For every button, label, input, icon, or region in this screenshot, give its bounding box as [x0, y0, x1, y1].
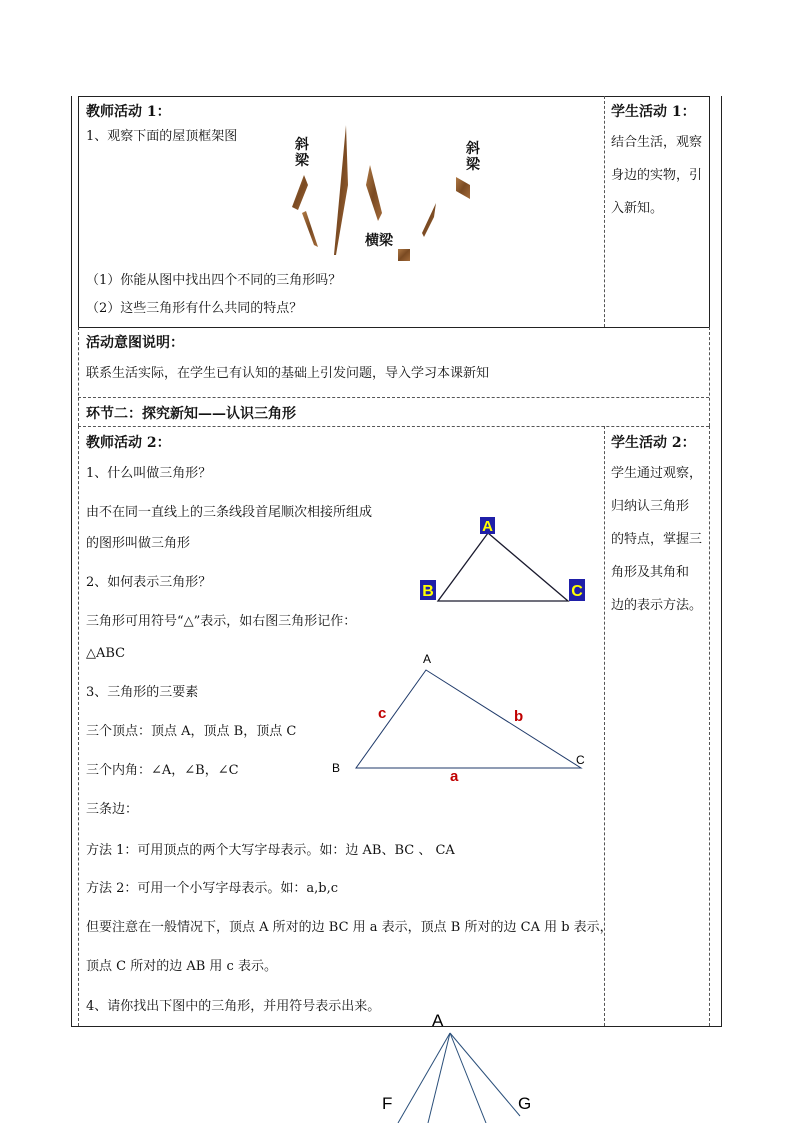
row-divider-3 — [78, 426, 709, 427]
figure-label-a: A — [432, 1011, 444, 1030]
question-what-is-triangle: 1、什么叫做三角形？ — [86, 466, 212, 481]
question-three-elements: 3、三角形的三要素 — [86, 685, 199, 700]
vertex-b-plain: B — [332, 761, 341, 775]
roof-piece-right-upper — [456, 177, 470, 199]
question-1-find-triangles: （1）你能从图中找出四个不同的三角形吗？ — [86, 273, 342, 288]
student-2-line-5: 边的表示方法。 — [611, 598, 703, 613]
table-left-border-2 — [78, 327, 79, 426]
triangle-find-figure — [370, 1008, 570, 1123]
triangle-abc-figure — [418, 515, 598, 610]
student-activity-1-title: 学生活动 1： — [611, 104, 696, 120]
intent-title: 活动意图说明： — [86, 335, 184, 351]
question-how-to-denote: 2、如何表示三角形？ — [86, 575, 212, 590]
triangle-sides-figure — [326, 648, 596, 788]
teacher-activity-2-title: 教师活动 2： — [86, 435, 171, 451]
student-activity-2-title: 学生活动 2： — [611, 435, 696, 451]
student-1-line-2: 身边的实物，引 — [611, 168, 703, 183]
method-2: 方法 2：可用一个小写字母表示。如：a,b,c — [86, 881, 339, 896]
triangle-sides-shape — [356, 670, 581, 768]
student-1-line-1: 结合生活，观察 — [611, 135, 703, 150]
vertex-a-label: A — [482, 518, 493, 535]
figure-line-2 — [428, 1033, 450, 1123]
figure-label-g: G — [518, 1094, 532, 1113]
section-2-header: 环节二：探究新知——认识三角形 — [86, 406, 296, 422]
column-divider-2 — [604, 426, 605, 1026]
roof-piece-cross-small — [398, 249, 410, 261]
column-divider-1 — [604, 96, 605, 327]
roof-piece-right-lower — [422, 203, 436, 237]
note-line-1: 但要注意在一般情况下，顶点 A 所对的边 BC 用 a 表示，顶点 B 所对的边 CA 用 b 表示， — [86, 920, 613, 935]
side-b-label: b — [514, 708, 524, 725]
roof-piece-center-tall — [334, 125, 348, 255]
vertex-c-label: C — [571, 583, 583, 600]
three-sides-title: 三条边： — [86, 802, 139, 817]
definition-line-2: 的图形叫做三角形 — [86, 536, 191, 551]
label-cross-beam: 横梁 — [365, 233, 393, 249]
table-right-border-2 — [709, 327, 710, 426]
side-c-label: c — [378, 705, 387, 722]
table-left-border-1 — [78, 96, 79, 327]
intent-text: 联系生活实际，在学生已有认知的基础上引发问题，导入学习本课新知 — [86, 366, 490, 381]
figure-line-1 — [398, 1033, 450, 1123]
label-right-beam: 斜 梁 — [466, 141, 480, 173]
student-2-line-2: 归纳认三角形 — [611, 499, 690, 514]
method-1: 方法 1：可用顶点的两个大写字母表示。如：边 AB、BC 、 CA — [86, 843, 455, 858]
roof-piece-left-upper — [292, 175, 308, 210]
table-left-border-3 — [78, 426, 79, 1026]
symbol-explanation: 三角形可用符号“△”表示，如右图三角形记作： — [86, 614, 357, 629]
roof-piece-left-lower — [302, 211, 318, 247]
table-top-border — [78, 96, 709, 97]
student-2-line-3: 的特点，掌握三 — [611, 532, 703, 547]
vertex-c-plain: C — [576, 753, 585, 767]
vertex-b-label: B — [422, 583, 434, 600]
student-1-line-3: 入新知。 — [611, 201, 664, 216]
side-a-label: a — [450, 768, 459, 785]
three-vertices: 三个顶点：顶点 A，顶点 B，顶点 C — [86, 724, 297, 739]
label-left-beam: 斜 梁 — [295, 137, 309, 169]
symbol-example: △ABC — [86, 646, 126, 661]
question-2-common-features: （2）这些三角形有什么共同的特点？ — [86, 301, 303, 316]
roof-piece-center-right — [366, 165, 382, 221]
student-activity-1-text — [611, 126, 711, 225]
note-line-2: 顶点 C 所对的边 AB 用 c 表示。 — [86, 959, 277, 974]
vertex-a-plain: A — [423, 652, 432, 666]
figure-line-3 — [450, 1033, 486, 1123]
three-angles: 三个内角：∠A，∠B，∠C — [86, 763, 239, 778]
page-left-rule — [71, 96, 72, 1026]
student-2-line-1: 学生通过观察， — [611, 466, 703, 481]
page-right-rule — [721, 96, 722, 1026]
student-2-line-4: 角形及其角和 — [611, 565, 690, 580]
triangle-abc-shape — [438, 533, 568, 601]
figure-line-4 — [450, 1033, 520, 1116]
row-divider-1 — [78, 327, 709, 328]
row-divider-2 — [78, 397, 709, 398]
teacher-activity-1-title: 教师活动 1： — [86, 104, 171, 120]
question-find-triangles-figure: 4、请你找出下图中的三角形，并用符号表示出来。 — [86, 999, 381, 1014]
item-1-observe-roof: 1、观察下面的屋顶框架图 — [86, 129, 238, 144]
definition-line-1: 由不在同一直线上的三条线段首尾顺次相接所组成 — [86, 505, 373, 520]
student-activity-2-text — [611, 457, 711, 622]
figure-label-f: F — [382, 1094, 393, 1113]
